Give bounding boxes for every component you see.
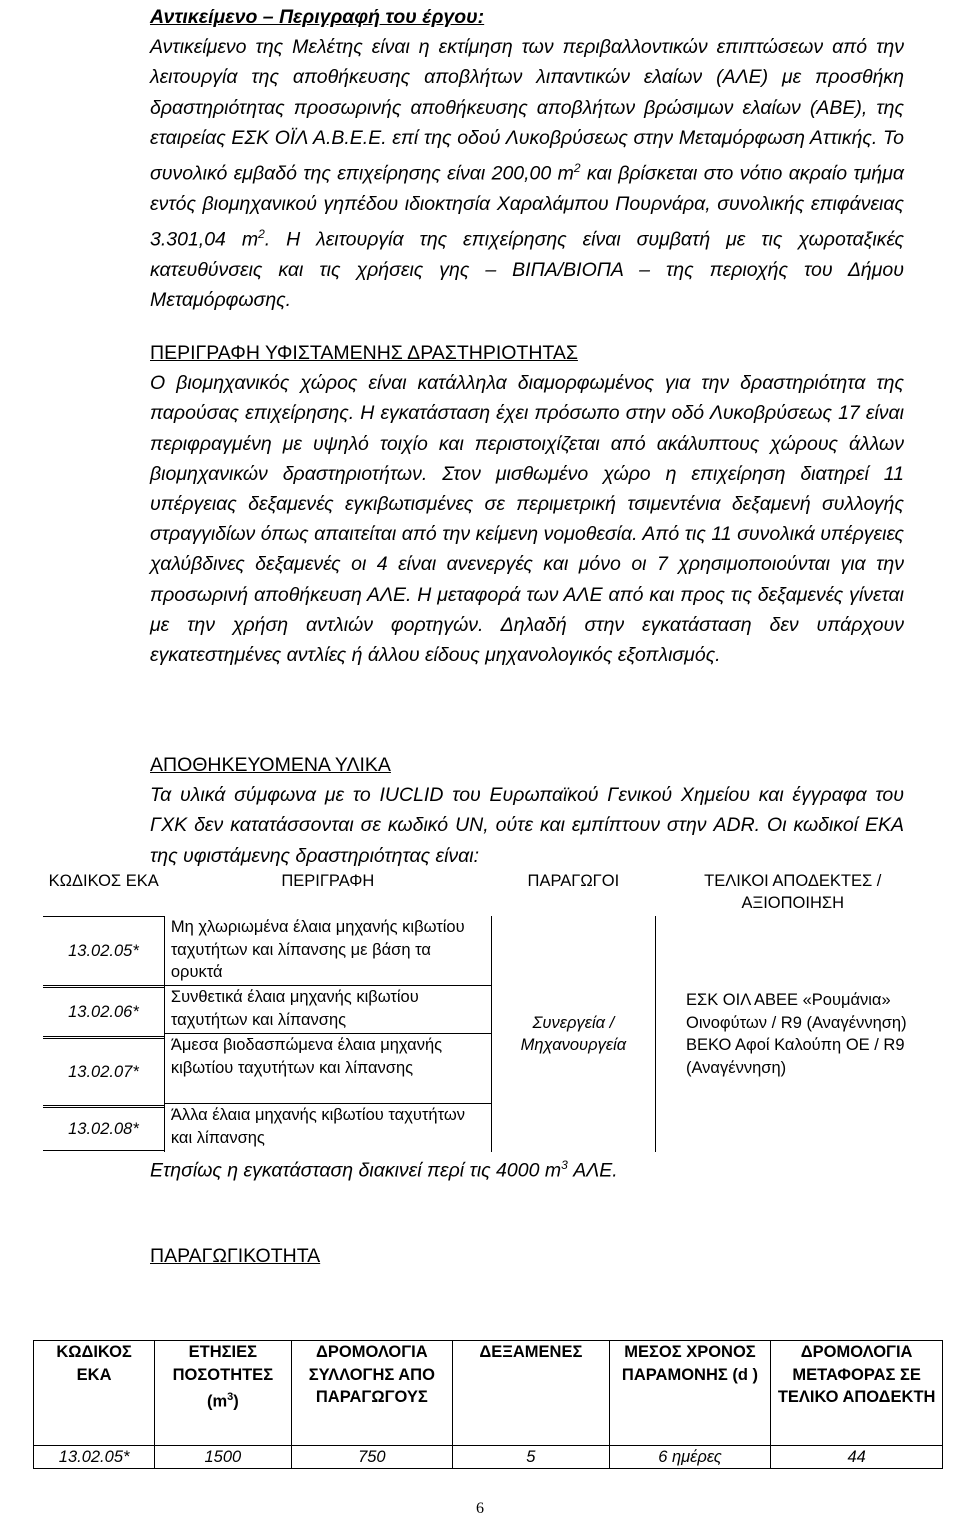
intro-text-2: και βρίσκεται στο νότιο ακραίο τμήμα εντός βιομηχανικού γηπέδου ιδιοκτησία Χαραλάμπου Πουρνάρα, συνολικής επιφάνειας 3.301,04 m bbox=[150, 162, 904, 251]
header-code: ΚΩΔΙΚΟΣ ΕΚΑ bbox=[48, 872, 159, 890]
header-collection-routes: ΔΡΟΜΟΛΟΓΙΑ ΣΥΛΛΟΓΗΣ ΑΠΟ ΠΑΡΑΓΩΓΟΥΣ bbox=[291, 1341, 453, 1446]
header-annual-quantities bbox=[155, 1341, 291, 1446]
header-receivers: ΤΕΛΙΚΟΙ ΑΠΟΔΕΚΤΕΣ / ΑΞΙΟΠΟΙΗΣΗ bbox=[704, 872, 882, 912]
codes-column bbox=[43, 916, 164, 1152]
description-cell: Μη χλωριωμένα έλαια μηχανής κιβωτίου ταχυτήτων και λίπανσης με βάση τα ορυκτά bbox=[165, 916, 491, 986]
table-header-row bbox=[34, 1341, 943, 1446]
annual-volume-text bbox=[150, 1158, 618, 1183]
descriptions-column bbox=[164, 916, 491, 1152]
cell-final-routes: 44 bbox=[771, 1446, 943, 1469]
cell-code: 13.02.05* bbox=[34, 1446, 155, 1469]
header-producers: ΠΑΡΑΓΩΓΟΙ bbox=[527, 872, 620, 890]
stored-materials-section bbox=[150, 750, 904, 871]
receivers-cell bbox=[655, 916, 930, 1152]
code-cell: 13.02.08* bbox=[43, 1107, 164, 1151]
annual-sup: 3 bbox=[561, 1158, 568, 1172]
description-cell: Άλλα έλαια μηχανής κιβωτίου ταχυτήτων και λίπανσης bbox=[170, 1106, 465, 1147]
intro-text-1: Αντικείμενο της Μελέτης είναι η εκτίμηση των περιβαλλοντικών επιπτώσεων από την λειτουργία της αποθήκευσης αποβλήτων λιπαντικών ελαίων (ΑΛΕ) με προσθήκη δραστηριότητας προσωρινής αποθήκευσης αποβλήτων βρώσιμων ελαίων (ΑΒΕ), της εταιρείας ΕΣΚ ΟΪΛ Α.Β.Ε.Ε. επί της οδού Λυκοβρύσεως στην Μεταμόρφωση Αττικής. Το συνολικό εμβαδό της επιχείρησης είναι 200,00 m bbox=[150, 36, 904, 185]
existing-activity-text: Ο βιομηχανικός χώρος είναι κατάλληλα διαμορφωμένος για την δραστηριότητα της παρούσας επιχείρησης. Η εγκατάσταση έχει πρόσωπο στην οδό Λυκοβρύσεως 17 είναι περιφραγμένη με υψηλό τοιχίο και περιστοιχίζεται από ακάλυπτους χώρους άλλων βιομηχανικών δραστηριοτήτων. Στον μισθωμένο χώρο η επιχείρηση διατηρεί 11 υπέργειας δεξαμενές εγκιβωτισμένες σε περιμετρική τσιμεντένια δεξαμενή συλλογής στραγγιδίων όπως απαιτείται από την κείμενη νομοθεσία. Από τις 11 συνολικά υπέργειες χαλύβδινες δεξαμενές οι 4 είναι ανενεργές και μόνο οι 7 χρησιμοποιούνται για την προσωρινή αποθήκευση ΑΛΕ. Η μεταφορά των ΑΛΕ από και προς τις δεξαμενές γίνεται με την χρήση αντλιών φορτηγών. Δηλαδή στην εγκατάσταση δεν υπάρχουν εγκατεστημένες αντλίες ή άλλου είδους μηχανολογικός εξοπλισμός. bbox=[150, 372, 904, 667]
annual-text-1: Ετησίως η εγκατάσταση διακινεί περί τις 4000 m bbox=[150, 1159, 562, 1182]
intro-text-3: . Η λειτουργία της επιχείρησης είναι συμβατή με τις χωροταξικές κατευθύνσεις και τις χρήσεις γης – ΒΙΠΑ/ΒΙΟΠΑ – της περιοχής του Δήμου Μεταμόρφωσης. bbox=[150, 228, 904, 311]
code-cell: 13.02.06* bbox=[43, 987, 164, 1037]
table-header-row bbox=[43, 870, 930, 916]
cell-avg-time: 6 ημέρες bbox=[609, 1446, 771, 1469]
table-row bbox=[34, 1446, 943, 1469]
waste-codes-table bbox=[43, 870, 930, 1152]
header-avg-residence-time: ΜΕΣΟΣ ΧΡΟΝΟΣ ΠΑΡΑΜΟΝΗΣ (d ) bbox=[609, 1341, 771, 1446]
stored-materials-heading: ΑΠΟΘΗΚΕΥΟΜΕΝΑ ΥΛΙΚΑ bbox=[150, 754, 391, 776]
intro-title: Αντικείμενο – Περιγραφή του έργου: bbox=[150, 6, 485, 28]
cell-tanks: 5 bbox=[453, 1446, 610, 1469]
header-tanks: ΔΕΞΑΜΕΝΕΣ bbox=[453, 1341, 610, 1446]
intro-sup-2: 2 bbox=[258, 226, 265, 241]
cell-annual: 1500 bbox=[155, 1446, 291, 1469]
productivity-heading: ΠΑΡΑΓΩΓΙΚΟΤΗΤΑ bbox=[150, 1245, 321, 1267]
productivity-table bbox=[33, 1340, 943, 1469]
annual-text-2: ΑΛΕ. bbox=[567, 1159, 618, 1182]
existing-activity-heading: ΠΕΡΙΓΡΑΦΗ ΥΦΙΣΤΑΜΕΝΗΣ ΔΡΑΣΤΗΡΙΟΤΗΤΑΣ bbox=[150, 342, 578, 364]
receivers-text: ΕΣΚ ΟΙΛ ΑΒΕΕ «Ρουμάνια» Οινοφύτων / R9 (Αναγέννηση) ΒΕΚΟ Αφοί Καλούπη ΟΕ / R9 (Αναγέννηση) bbox=[685, 991, 907, 1077]
description-cell: Άμεσα βιοδασπώμενα έλαια μηχανής κιβωτίου ταχυτήτων και λίπανσης bbox=[165, 1034, 491, 1104]
cell-collection-routes: 750 bbox=[291, 1446, 453, 1469]
header-code: ΚΩΔΙΚΟΣ ΕΚΑ bbox=[34, 1341, 155, 1446]
table-body-row bbox=[43, 916, 930, 1152]
header-annual-sup: 3 bbox=[227, 1391, 234, 1403]
page-number: 6 bbox=[476, 1500, 484, 1517]
intro-paragraph bbox=[150, 2, 904, 315]
header-final-routes: ΔΡΟΜΟΛΟΓΙΑ ΜΕΤΑΦΟΡΑΣ ΣΕ ΤΕΛΙΚΟ ΑΠΟΔΕΚΤΗ bbox=[771, 1341, 943, 1446]
stored-materials-text: Τα υλικά σύμφωνα με το IUCLID του Ευρωπαϊκού Γενικού Χημείου και έγγραφα του ΓΧΚ δεν κατατάσσονται σε κωδικό UN, ούτε και εμπίπτουν στην ADR. Οι κωδικοί ΕΚΑ της υφιστάμενης δραστηριότητας είναι: bbox=[150, 784, 904, 867]
header-annual-text: ΕΤΗΣΙΕΣ ΠΟΣΟΤΗΤΕΣ (m bbox=[172, 1343, 274, 1411]
intro-sup-1: 2 bbox=[573, 161, 581, 176]
header-description: ΠΕΡΙΓΡΑΦΗ bbox=[281, 872, 375, 890]
code-cell: 13.02.07* bbox=[43, 1038, 164, 1106]
header-annual-close: ) bbox=[233, 1392, 239, 1411]
existing-activity-section bbox=[150, 338, 904, 670]
description-cell: Συνθετικά έλαια μηχανής κιβωτίου ταχυτήτων και λίπανσης bbox=[165, 986, 491, 1034]
producers-cell: Συνεργεία / Μηχανουργεία bbox=[491, 916, 655, 1152]
code-cell: 13.02.05* bbox=[43, 916, 164, 986]
